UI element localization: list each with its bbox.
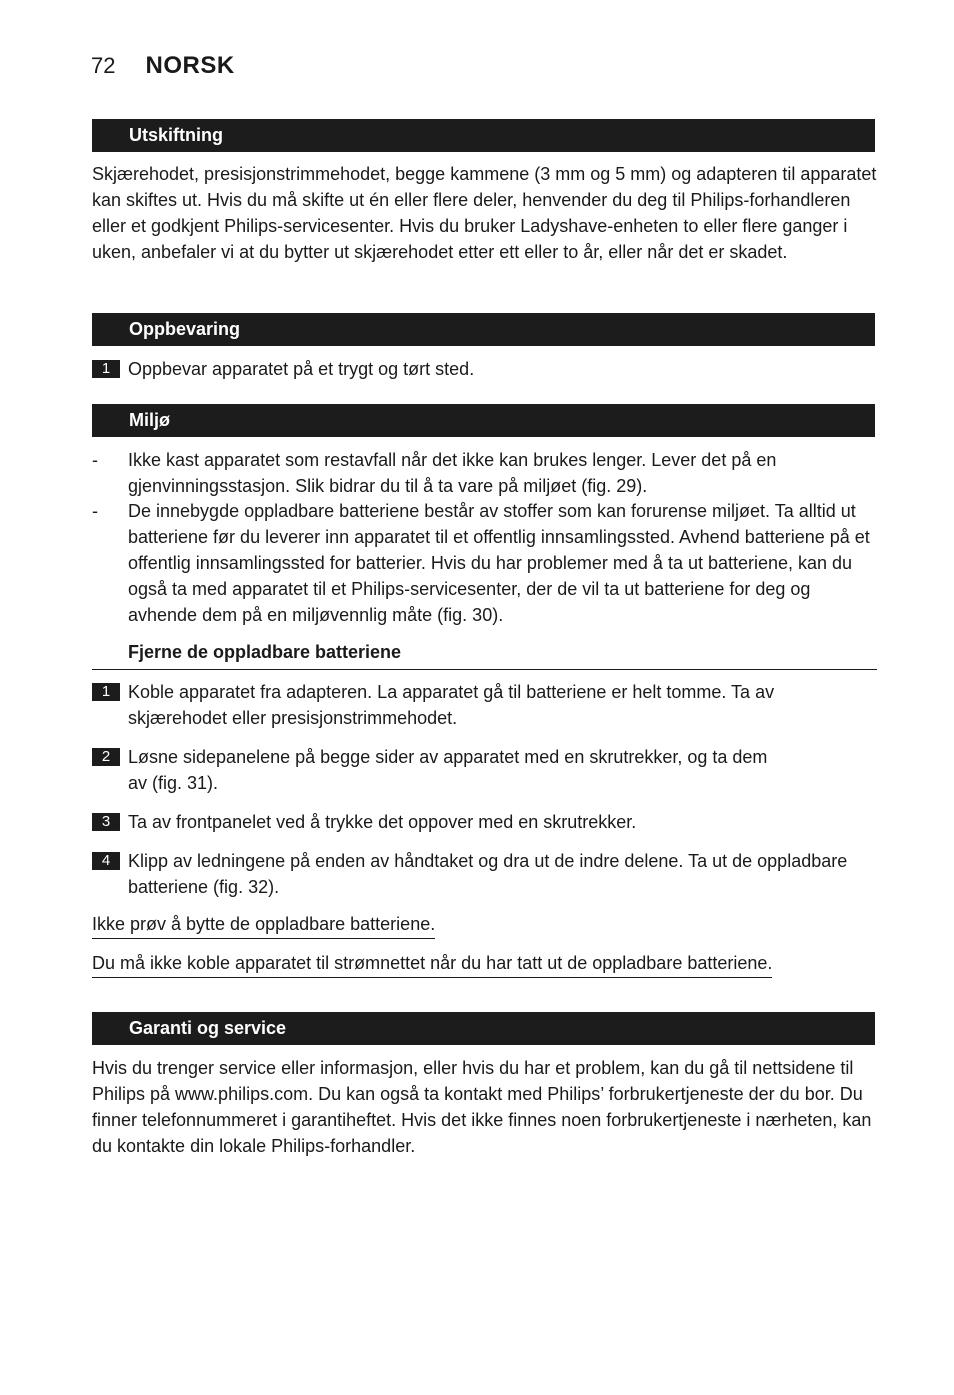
section-heading-environment: Miljø [92, 404, 875, 437]
replacement-paragraph: Skjærehodet, presisjonstrimmehodet, begge kammene (3 mm og 5 mm) og adapteren til apparatet kan skiftes ut. Hvis du må skifte ut én eller flere deler, henvender du deg til Philips-forhandleren eller et godkjent Philips-servicesenter. Hvis du bruker Ladyshave-enheten to eller flere ganger i uken, anbefaler vi at du bytter ut skjærehodet etter ett eller to år, eller når det er skadet. [92, 164, 877, 262]
step-text: Klipp av ledningene på enden av håndtaket og dra ut de indre delene. Ta ut de oppladbare batteriene (fig. 32). [128, 851, 848, 897]
step-number-badge: 1 [92, 683, 120, 701]
warning-text: Du må ikke koble apparatet til strømnettet når du har tatt ut de oppladbare batteriene. [92, 951, 772, 978]
subheading-remove-batteries: Fjerne de oppladbare batteriene [92, 638, 877, 670]
bullet-text: Ikke kast apparatet som restavfall når det ikke kan brukes lenger. Lever det på en gjenvinningsstasjon. Slik bidrar du til å ta vare på miljøet (fig. 29). [128, 450, 777, 496]
section-heading-replacement: Utskiftning [92, 119, 875, 152]
step-text: Løsne sidepanelene på begge sider av apparatet med en skrutrekker, og ta dem av (fig. 31). [128, 747, 768, 793]
step-number-badge: 3 [92, 813, 120, 831]
page-number: 72 [91, 53, 116, 78]
step-text: Oppbevar apparatet på et trygt og tørt sted. [128, 359, 475, 379]
step-number-badge: 4 [92, 852, 120, 870]
section-heading-storage: Oppbevaring [92, 313, 875, 346]
environment-bullet [92, 498, 877, 628]
warning-text: Ikke prøv å bytte de oppladbare batteriene. [92, 912, 435, 939]
bullet-dash: - [92, 450, 98, 470]
section-heading-guarantee: Garanti og service [92, 1012, 875, 1045]
battery-step [92, 679, 877, 731]
page-language-title: NORSK [145, 52, 235, 79]
battery-step [92, 744, 877, 796]
battery-step [92, 848, 877, 900]
storage-step [92, 356, 877, 382]
step-text: Koble apparatet fra adapteren. La apparatet gå til batteriene er helt tomme. Ta av skjærehodet eller presisjonstrimmehodet. [128, 682, 775, 728]
step-number-badge: 1 [92, 360, 120, 378]
page-header [91, 52, 235, 86]
bullet-dash: - [92, 501, 98, 521]
step-number-badge: 2 [92, 748, 120, 766]
guarantee-paragraph: Hvis du trenger service eller informasjon, eller hvis du har et problem, kan du gå til nettsidene til Philips på www.philips.com. Du kan også ta kontakt med Philips’ forbrukertjeneste der du bor. Du finner telefonnummeret i garantiheftet. Hvis det ikke finnes noen forbrukertjeneste i nærheten, kan du kontakte din lokale Philips-forhandler. [92, 1058, 872, 1156]
battery-step [92, 809, 877, 835]
bullet-text: De innebygde oppladbare batteriene består av stoffer som kan forurense miljøet. Ta alltid ut batteriene før du leverer inn apparatet til et offentlig innsamlingssted. Avhend batteriene på et offentlig innsamlingssted for batterier. Hvis du har problemer med å ta ut batteriene, kan du også ta med apparatet til et Philips-servicesenter, der de vil ta ut batteriene for deg og avhende dem på en miljøvennlig måte (fig. 30). [128, 501, 870, 625]
step-text: Ta av frontpanelet ved å trykke det oppover med en skrutrekker. [128, 812, 637, 832]
environment-bullet [92, 447, 877, 499]
